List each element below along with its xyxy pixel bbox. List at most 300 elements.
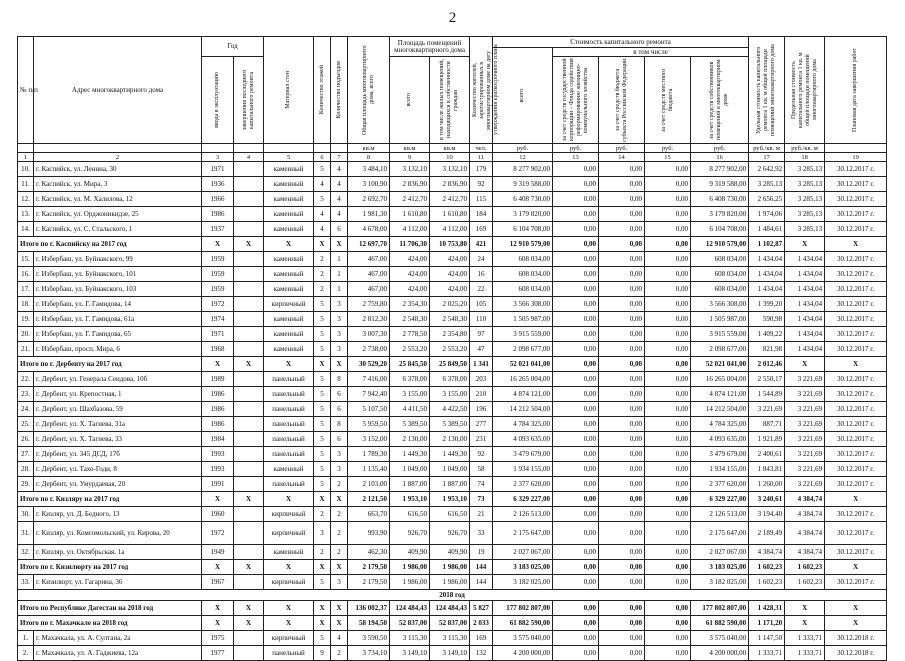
table-cell: X — [264, 616, 314, 631]
table-row — [18, 462, 887, 477]
address-cell: г. Махачкала, ул. А. Гаджиева, 12а — [34, 646, 202, 661]
table-cell: 421 — [470, 237, 493, 252]
table-cell: 0,00 — [553, 462, 599, 477]
col-premises-total — [390, 57, 430, 144]
table-cell: 608 034,00 — [691, 252, 749, 267]
table-cell: 2 354,80 — [430, 327, 470, 342]
header-label: № п/п — [20, 85, 38, 94]
table-cell: 5 — [314, 575, 331, 590]
table-row — [18, 327, 887, 342]
table-cell: 1 544,89 — [749, 387, 785, 402]
table-cell: 5 — [314, 372, 331, 387]
table-cell: 15. — [18, 252, 34, 267]
table-cell: 0,00 — [599, 522, 645, 545]
table-cell: 0,00 — [599, 372, 645, 387]
header-label: Общая площадь многоквартирного дома, всего — [361, 45, 375, 135]
table-cell: 2 400,61 — [749, 447, 785, 462]
table-cell: 0,00 — [553, 646, 599, 661]
table-cell: 2 550,17 — [749, 372, 785, 387]
unit-cell: кв.м — [348, 144, 390, 153]
table-cell: 30.12.2017 г. — [825, 297, 887, 312]
table-cell: 2 412,70 — [390, 192, 430, 207]
table-cell: 3 221,69 — [785, 477, 825, 492]
col-wall-material — [264, 37, 314, 144]
table-cell: 3 479 679,00 — [691, 447, 749, 462]
address-cell: г. Дербент, ул. Тахо-Годи, 8 — [34, 462, 202, 477]
table-cell: 0,00 — [553, 492, 599, 507]
table-cell: 1 434,04 — [749, 282, 785, 297]
table-cell: 2 377 620,00 — [493, 477, 553, 492]
table-cell: каменный — [264, 342, 314, 357]
table-cell: 0,00 — [599, 222, 645, 237]
table-cell: 1959 — [202, 252, 234, 267]
unit-cell: кв.м — [430, 144, 470, 153]
table-cell: 16. — [18, 267, 34, 282]
table-cell: 2 179,50 — [348, 575, 390, 590]
table-cell: 4 — [314, 177, 331, 192]
col-cost-total — [493, 48, 553, 144]
table-cell: 3 179 820,00 — [691, 207, 749, 222]
table-cell: 5 — [314, 387, 331, 402]
table-cell: 25. — [18, 417, 34, 432]
table-cell: 1977 — [202, 646, 234, 661]
table-cell: 616,50 — [430, 507, 470, 522]
col-unit-cost — [749, 37, 785, 144]
page-number: 2 — [448, 10, 457, 26]
table-cell: панельный — [264, 372, 314, 387]
col-year-overhaul — [234, 57, 264, 144]
year-label: 2018 год — [18, 590, 887, 601]
table-cell: 1 986,00 — [390, 560, 430, 575]
table-cell: 32. — [18, 545, 34, 560]
table-row — [18, 267, 887, 282]
table-cell: 424,00 — [390, 252, 430, 267]
column-number: 3 — [202, 153, 234, 162]
table-cell: 5 — [314, 297, 331, 312]
table-cell: 1 986,00 — [430, 575, 470, 590]
table-cell: 3 575 040,00 — [493, 631, 553, 646]
table-cell: панельный — [264, 402, 314, 417]
table-cell — [234, 372, 264, 387]
table-cell: 1 484,61 — [749, 222, 785, 237]
table-cell: X — [825, 601, 887, 616]
table-cell: 1 602,23 — [785, 575, 825, 590]
table-cell: 8 — [331, 372, 348, 387]
table-cell: каменный — [264, 267, 314, 282]
table-cell — [234, 545, 264, 560]
table-cell: 1 434,04 — [749, 267, 785, 282]
table-cell: 30.12.2017 г. — [825, 402, 887, 417]
table-cell: 144 — [470, 560, 493, 575]
table-cell: 7 942,40 — [348, 387, 390, 402]
table-cell: 0,00 — [553, 237, 599, 252]
table-cell: 2 553,20 — [390, 342, 430, 357]
table-cell: 3 285,13 — [785, 207, 825, 222]
table-row — [18, 162, 887, 177]
table-cell: 0,00 — [553, 402, 599, 417]
table-cell: 52 837,00 — [390, 616, 430, 631]
table-cell: X — [825, 237, 887, 252]
table-cell: 1 505 987,00 — [691, 312, 749, 327]
table-cell: 0,00 — [599, 646, 645, 661]
table-cell: 179 — [470, 162, 493, 177]
header-label: Предельная стоимость капитального ремонта 1 кв. м общей площади помещений многоквартирного дома — [790, 52, 818, 128]
table-cell: 0,00 — [553, 522, 599, 545]
table-cell: 0,00 — [599, 447, 645, 462]
col-cost-local — [645, 57, 691, 144]
table-cell: 4 384,74 — [785, 507, 825, 522]
table-cell: 5 — [314, 462, 331, 477]
table-cell: 821,98 — [749, 342, 785, 357]
table-cell: 2 836,90 — [430, 177, 470, 192]
table-cell: 1 434,04 — [785, 312, 825, 327]
table-cell: 6 104 708,00 — [493, 222, 553, 237]
table-cell: X — [785, 616, 825, 631]
table-cell: 1 934 155,00 — [493, 462, 553, 477]
table-cell: 0,00 — [645, 601, 691, 616]
table-cell: 97 — [470, 327, 493, 342]
address-cell: г. Каспийск, ул. Орджоникидзе, 25 — [34, 207, 202, 222]
col-cost-owners — [691, 57, 749, 144]
table-cell: 2 179,50 — [348, 560, 390, 575]
table-cell: 0,00 — [645, 207, 691, 222]
table-cell: 0,00 — [599, 507, 645, 522]
table-cell: 0,00 — [599, 177, 645, 192]
table-cell: 12 910 579,00 — [691, 237, 749, 252]
table-cell: 0,00 — [599, 357, 645, 372]
table-cell: 4 — [331, 192, 348, 207]
table-cell: 22. — [18, 372, 34, 387]
table-cell: 16 265 004,00 — [493, 372, 553, 387]
table-cell: 2 175 647,00 — [493, 522, 553, 545]
table-cell: 1959 — [202, 282, 234, 297]
table-row — [18, 312, 887, 327]
table-cell: 3 285,13 — [785, 222, 825, 237]
table-cell: 1 934 155,00 — [691, 462, 749, 477]
table-cell: 30.12.2017 г. — [825, 372, 887, 387]
table-cell: 19 — [470, 545, 493, 560]
table-cell: каменный — [264, 312, 314, 327]
col-entrances — [331, 37, 348, 144]
table-cell: 30.12.2017 г. — [825, 327, 887, 342]
table-cell: 0,00 — [599, 252, 645, 267]
address-cell: г. Кизляр, ул. Комсомольский, ул. Кирова, 20 — [34, 522, 202, 545]
table-cell: 0,00 — [553, 192, 599, 207]
col-total-area — [348, 37, 390, 144]
table-cell: 0,00 — [553, 252, 599, 267]
table-cell: 4 112,00 — [430, 222, 470, 237]
address-cell: г. Каспийск, ул. Мира, 3 — [34, 177, 202, 192]
table-cell: 4 112,00 — [390, 222, 430, 237]
table-cell: 0,00 — [599, 207, 645, 222]
address-cell: г. Кизляр, ул. Октябрьская, 1а — [34, 545, 202, 560]
table-cell: 2 126 513,00 — [691, 507, 749, 522]
table-cell: 13. — [18, 207, 34, 222]
table-cell: 2 — [331, 522, 348, 545]
table-cell: каменный — [264, 192, 314, 207]
address-cell: г. Кизляр, ул. Д. Бедного, 13 — [34, 507, 202, 522]
table-cell: 5 — [314, 447, 331, 462]
table-cell: панельный — [264, 477, 314, 492]
table-cell: 30.12.2017 г. — [825, 417, 887, 432]
table-cell: 590,98 — [749, 312, 785, 327]
table-cell: 22 — [470, 282, 493, 297]
column-number: 10 — [430, 153, 470, 162]
table-cell: 196 — [470, 402, 493, 417]
table-cell: 30 529,20 — [348, 357, 390, 372]
table-cell: 30.12.2017 г. — [825, 387, 887, 402]
table-cell: X — [234, 560, 264, 575]
table-cell: 52 021 041,00 — [493, 357, 553, 372]
table-cell: 0,00 — [553, 342, 599, 357]
table-cell: 2 778,50 — [390, 327, 430, 342]
table-cell: 0,00 — [599, 192, 645, 207]
table-cell: 1 102,87 — [749, 237, 785, 252]
table-cell: 3 590,50 — [348, 631, 390, 646]
table-cell: 3 240,61 — [749, 492, 785, 507]
table-cell: 1 — [331, 252, 348, 267]
table-cell: 177 802 807,00 — [493, 601, 553, 616]
unit-cell — [202, 144, 234, 153]
header-label: Площадь помещений многоквартирного дома — [394, 38, 465, 54]
header-label: Количество этажей — [318, 65, 325, 115]
table-cell: 74 — [470, 477, 493, 492]
table-cell: 0,00 — [553, 177, 599, 192]
table-cell: 9 319 588,00 — [493, 177, 553, 192]
table-cell: 1 434,04 — [785, 297, 825, 312]
table-cell: 0,00 — [553, 575, 599, 590]
col-address — [34, 37, 202, 144]
table-cell: 30.12.2017 г. — [825, 192, 887, 207]
table-cell — [234, 342, 264, 357]
table-cell: 3 — [331, 447, 348, 462]
table-cell: 1986 — [202, 402, 234, 417]
table-cell: X — [785, 357, 825, 372]
table-cell — [234, 447, 264, 462]
table-cell: 2. — [18, 646, 34, 661]
table-cell: 1967 — [202, 575, 234, 590]
col-premises-residential — [430, 57, 470, 144]
table-cell: 6 — [331, 387, 348, 402]
unit-cell: руб./кв. м — [785, 144, 825, 153]
table-row — [18, 282, 887, 297]
col-floors — [314, 37, 331, 144]
table-header — [18, 37, 887, 162]
table-cell — [234, 477, 264, 492]
table-cell — [234, 575, 264, 590]
table-cell: 58 194,50 — [348, 616, 390, 631]
table-cell: 0,00 — [645, 402, 691, 417]
table-cell: X — [314, 560, 331, 575]
table-cell: 3 115,30 — [390, 631, 430, 646]
table-cell: 31. — [18, 522, 34, 545]
table-cell: X — [331, 357, 348, 372]
table-cell: 0,00 — [553, 207, 599, 222]
table-cell: 1968 — [202, 342, 234, 357]
unit-cell: руб. — [645, 144, 691, 153]
header-label: в том числе — [633, 47, 668, 56]
address-cell: г. Избербаш, ул. Буйнакского, 101 — [34, 267, 202, 282]
col-year-commission — [202, 57, 234, 144]
table-cell: 0,00 — [553, 631, 599, 646]
table-cell — [234, 282, 264, 297]
table-cell: 132 — [470, 646, 493, 661]
table-cell: 0,00 — [645, 507, 691, 522]
table-cell: 0,00 — [645, 417, 691, 432]
table-cell: 2 103,00 — [348, 477, 390, 492]
col-residents — [470, 37, 500, 144]
table-cell: 6 — [331, 432, 348, 447]
table-cell: 3 194,40 — [749, 507, 785, 522]
table-cell: 30.12.2017 г. — [825, 447, 887, 462]
subtotal-label: Итого по г. Махачкале на 2018 год — [18, 616, 202, 631]
table-cell: панельный — [264, 387, 314, 402]
table-row — [18, 402, 887, 417]
table-cell: 2 — [331, 507, 348, 522]
table-cell: 14. — [18, 222, 34, 237]
table-cell: 3 149,10 — [430, 646, 470, 661]
address-cell: г. Дербент, ул. Х. Тагиева, 33 — [34, 432, 202, 447]
table-cell: 1 428,31 — [749, 601, 785, 616]
table-cell: 3 132,10 — [430, 162, 470, 177]
table-cell: 0,00 — [599, 282, 645, 297]
table-cell: 1975 — [202, 631, 234, 646]
column-number: 17 — [749, 153, 785, 162]
table-cell: 1 953,10 — [390, 492, 430, 507]
address-cell: г. Каспийск, ул. Ленина, 30 — [34, 162, 202, 177]
table-cell: 2 033 — [470, 616, 493, 631]
table-cell: 5 — [314, 192, 331, 207]
table-cell: 3 221,69 — [749, 402, 785, 417]
table-cell: 1 449,30 — [390, 447, 430, 462]
table-cell: 4 422,50 — [430, 402, 470, 417]
col-incl — [553, 48, 749, 57]
table-cell: 1937 — [202, 222, 234, 237]
table-cell: 2 692,70 — [348, 192, 390, 207]
table-cell: 0,00 — [599, 601, 645, 616]
table-cell: 2 548,30 — [390, 312, 430, 327]
table-cell: 2 121,50 — [348, 492, 390, 507]
table-cell: каменный — [264, 222, 314, 237]
table-cell — [234, 192, 264, 207]
table-cell: 608 034,00 — [691, 267, 749, 282]
table-cell: 0,00 — [553, 616, 599, 631]
table-cell: 608 034,00 — [691, 282, 749, 297]
table-cell: 0,00 — [645, 492, 691, 507]
table-cell: 0,00 — [645, 477, 691, 492]
table-cell: 3 — [331, 297, 348, 312]
address-cell: г. Каспийск, ул. М. Халилова, 12 — [34, 192, 202, 207]
table-cell: 467,00 — [348, 282, 390, 297]
address-cell: г. Избербаш, ул. Г. Гамидова, 14 — [34, 297, 202, 312]
table-cell: 1936 — [202, 177, 234, 192]
table-cell: 3 221,69 — [785, 402, 825, 417]
table-cell: 0,00 — [553, 432, 599, 447]
table-cell: 5 827 — [470, 601, 493, 616]
table-cell: 0,00 — [645, 357, 691, 372]
table-cell: 0,00 — [645, 631, 691, 646]
table-cell: 26. — [18, 432, 34, 447]
table-cell: 0,00 — [599, 575, 645, 590]
address-cell: г. Избербаш, ул. Буйнакского, 99 — [34, 252, 202, 267]
table-cell: 2 027 067,00 — [691, 545, 749, 560]
table-cell: 1 — [331, 267, 348, 282]
table-cell — [234, 252, 264, 267]
table-cell: 0,00 — [645, 177, 691, 192]
table-cell — [234, 267, 264, 282]
table-cell: 1993 — [202, 447, 234, 462]
table-cell: X — [264, 492, 314, 507]
col-cost-subject — [599, 57, 645, 144]
table-cell: 409,90 — [390, 545, 430, 560]
address-cell: г. Избербаш, просп. Мира, 6 — [34, 342, 202, 357]
table-cell: 2 354,30 — [390, 297, 430, 312]
table-cell: 1 843,81 — [749, 462, 785, 477]
table-row — [18, 297, 887, 312]
header-label: Плановая дата завершения работ — [852, 47, 859, 132]
table-cell: 1 333,71 — [785, 631, 825, 646]
table-cell: кирпичный — [264, 297, 314, 312]
table-cell: каменный — [264, 207, 314, 222]
col-num — [18, 37, 38, 144]
subtotal-row — [18, 492, 887, 507]
table-cell: 0,00 — [645, 327, 691, 342]
unit-cell — [331, 144, 348, 153]
table-cell: 1 953,10 — [430, 492, 470, 507]
subtotal-label: Итого по г. Кизилюрту на 2017 год — [18, 560, 202, 575]
table-cell: 3 221,69 — [785, 462, 825, 477]
table-cell: 1972 — [202, 297, 234, 312]
table-cell: 4 874 121,00 — [493, 387, 553, 402]
column-number: 16 — [691, 153, 749, 162]
table-cell: 6 329 227,00 — [691, 492, 749, 507]
table-cell: 3 915 559,00 — [691, 327, 749, 342]
table-cell: 4 — [331, 162, 348, 177]
table-cell — [234, 522, 264, 545]
table-cell: 3 149,10 — [390, 646, 430, 661]
table-cell: 30.12.2017 г. — [825, 507, 887, 522]
table-row — [18, 631, 887, 646]
table-cell: 2 — [314, 282, 331, 297]
column-number: 8 — [348, 153, 390, 162]
table-cell: 4 — [314, 207, 331, 222]
table-cell: 17. — [18, 282, 34, 297]
overhaul-plan-table — [17, 36, 886, 661]
table-cell: 3 183 025,00 — [691, 560, 749, 575]
table-cell: 3 915 559,00 — [493, 327, 553, 342]
table-cell: X — [825, 616, 887, 631]
unit-cell: руб./кв. м — [749, 144, 785, 153]
table-cell: 0,00 — [553, 327, 599, 342]
table-cell: 0,00 — [599, 387, 645, 402]
column-number: 5 — [264, 153, 314, 162]
table-cell: панельный — [264, 417, 314, 432]
table-cell: 277 — [470, 417, 493, 432]
table-cell: 0,00 — [599, 560, 645, 575]
table-cell: 1986 — [202, 417, 234, 432]
header-label: за счет средств государственной корпорации – Фонда содействия реформированию жилищно-коммунального хозяйства — [561, 58, 589, 142]
table-cell: 12 910 579,00 — [493, 237, 553, 252]
table-cell: 3 566 308,00 — [493, 297, 553, 312]
table-cell: 2 — [314, 267, 331, 282]
table-body — [18, 162, 887, 661]
table-cell: 4 093 635,00 — [691, 432, 749, 447]
table-cell: 5 107,50 — [348, 402, 390, 417]
table-cell: 1 434,04 — [785, 282, 825, 297]
table-cell: каменный — [264, 327, 314, 342]
table-cell: 0,00 — [553, 297, 599, 312]
table-cell: 0,00 — [645, 522, 691, 545]
